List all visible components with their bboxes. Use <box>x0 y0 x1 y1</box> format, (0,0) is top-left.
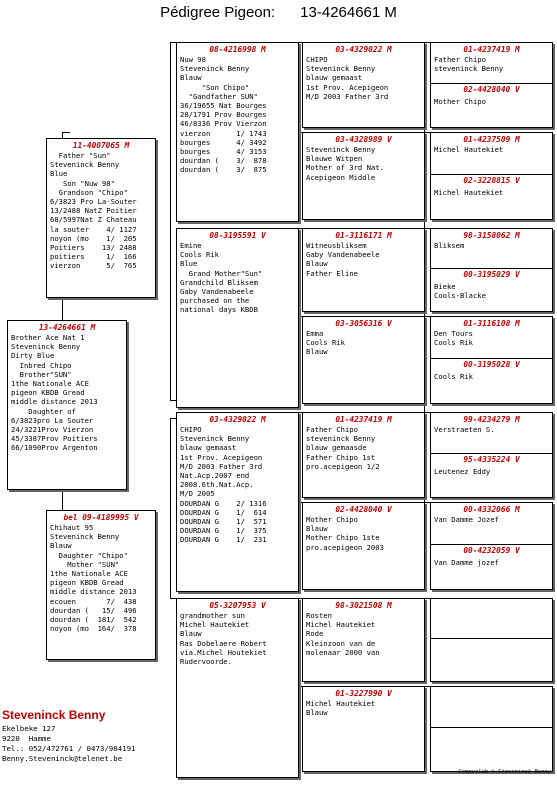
father-pigeon-details <box>50 151 153 271</box>
great-grandparent-box[interactable] <box>302 502 425 590</box>
great-great-grandparents-box-top-ring: 01-3116108 M <box>463 319 520 328</box>
father-pigeon-line: 13/2488 NatZ Poitier <box>50 206 137 216</box>
grandparent-box-line: Rudervoorde. <box>180 657 232 667</box>
split-divider <box>431 174 552 175</box>
great-grandparent-box-line: Blauw <box>306 259 328 269</box>
father-pigeon-line: 6/3823 Pro La-Souter <box>50 197 137 207</box>
great-grandparent-box-ring: 03-4328989 V <box>335 135 392 144</box>
great-great-grandparents-box-bottom-ring: 02-3228815 V <box>463 176 520 185</box>
father-pigeon-line: noyon (mo 1/ 205 <box>50 233 137 243</box>
great-grandparent-box-line: Blauw <box>306 708 328 718</box>
footer-credit: Compuclub © Steveninck Benny <box>458 769 551 775</box>
breeder-email[interactable]: Benny.Steveninck@telenet.be <box>2 754 123 763</box>
grandparent-box-line: via.Michel Houtekiet <box>180 647 267 657</box>
great-grandparent-box-ring: 98-3021508 M <box>335 601 392 610</box>
mother-pigeon-line: middle distance 2013 <box>50 587 137 597</box>
grandparent-box-line: vierzon 1/ 1743 <box>180 128 267 138</box>
great-grandparent-box-ring: 01-3227990 V <box>335 689 392 698</box>
split-divider <box>431 358 552 359</box>
great-great-grandparents-box[interactable] <box>430 412 553 498</box>
great-grandparent-box-line: Mother of 3rd Nat. <box>306 163 384 173</box>
mother-pigeon-line: dourdan ( 15/ 496 <box>50 605 137 615</box>
mother-pigeon-line: noyon (mo 164/ 378 <box>50 624 137 634</box>
subject-pigeon-line: 45/3387Prov Poitiers <box>11 434 98 444</box>
great-grandparent-box[interactable] <box>302 228 425 312</box>
grandparent-box-line: Blue <box>180 259 198 269</box>
grandparent-box-line: "Son Chipo" <box>180 82 250 92</box>
great-great-grandparents-box-bottom-details <box>434 282 550 300</box>
great-grandparent-box-ring: 03-3056316 V <box>335 319 392 328</box>
grandparent-box-line: Michel Hautekiet <box>180 620 250 630</box>
great-great-grandparents-box-top-line: Cools Rik <box>434 338 473 348</box>
great-grandparent-box-ring: 03-4329022 M <box>335 45 392 54</box>
split-divider <box>431 638 552 639</box>
great-grandparent-box-details <box>306 611 422 657</box>
mother-pigeon[interactable] <box>46 510 156 660</box>
great-grandparent-box[interactable] <box>302 686 425 772</box>
great-grandparent-box-line: Steveninck Benny <box>306 145 376 154</box>
subject-pigeon-line: middle distance 2013 <box>11 397 98 407</box>
mother-pigeon-line: dourdan ( 181/ 542 <box>50 615 137 625</box>
great-grandparent-box-line: 1st Prov. Acepigeon <box>306 82 389 92</box>
great-great-grandparents-box-top-details <box>434 329 550 347</box>
great-grandparent-box-line: Rode <box>306 629 324 639</box>
great-great-grandparents-box-top-line: Verstraeten S. <box>434 425 495 434</box>
great-grandparent-box-line: Gaby Vandenabeele <box>306 250 380 260</box>
great-great-grandparents-box[interactable] <box>430 686 553 772</box>
great-grandparent-box-line: Father Chipo <box>306 425 358 434</box>
grandparent-box[interactable] <box>176 598 299 778</box>
father-pigeon[interactable] <box>46 138 156 298</box>
grandparent-box-line: Nat.Acp.2007 end <box>180 471 250 481</box>
grandparent-box-line: M/D 2003 Father 3rd <box>180 461 263 471</box>
split-divider <box>431 453 552 454</box>
great-grandparent-box-details <box>306 145 422 182</box>
grandparent-box-line: Steveninck Benny <box>180 64 250 74</box>
great-grandparent-box-line: Cools Rik <box>306 338 345 348</box>
great-great-grandparents-box-top-ring: 01-4237419 M <box>463 45 520 54</box>
father-pigeon-ring: 11-4007065 M <box>72 141 130 150</box>
subject-pigeon-details <box>11 333 124 453</box>
grandparent-box-ring: 08-3195591 V <box>209 231 266 240</box>
great-great-grandparents-box[interactable] <box>430 598 553 682</box>
great-great-grandparents-box-bottom-ring: 00-3195028 V <box>463 360 520 369</box>
great-great-grandparents-box-bottom-ring: 00-4232059 V <box>463 546 520 555</box>
breeder-info <box>2 708 136 764</box>
great-grandparent-box-line: Witneusbliksem <box>306 241 367 250</box>
great-grandparent-box-line: M/D 2003 Father 3rd <box>306 91 389 101</box>
subject-pigeon-line: 1the Nationale ACE <box>11 379 89 389</box>
great-great-grandparents-box-top-ring: 99-4234279 M <box>463 415 520 424</box>
great-great-grandparents-box-bottom-ring: 00-3195029 V <box>463 270 520 279</box>
father-pigeon-line: vierzon 5/ 765 <box>50 261 137 271</box>
grandparent-box-line: DOURDAN G 1/ 614 <box>180 507 267 517</box>
subject-pigeon-line: Brother Ace Nat 1 <box>11 333 85 342</box>
great-grandparent-box-line: blauw gemaast <box>306 73 363 83</box>
grandparent-box-line: Grandchild Bliksem <box>180 277 258 287</box>
subject-pigeon-line: 66/1090Prov Argenton <box>11 443 98 453</box>
grandparent-box-details <box>180 611 296 666</box>
great-grandparent-box-line: steveninck Benny <box>306 434 376 444</box>
great-great-grandparents-box-top-line: Van Damme Jozef <box>434 515 499 524</box>
great-great-grandparents-box-top-line: Bliksem <box>434 241 465 250</box>
great-great-grandparents-box-top-ring: 98-3158062 M <box>463 231 520 240</box>
grandparent-box-line: Blauw <box>180 73 202 83</box>
great-great-grandparents-box-top-details <box>434 425 550 434</box>
father-pigeon-line: Grandson "Chipo" <box>50 187 128 197</box>
mother-pigeon-line: Chihaut 95 <box>50 523 94 532</box>
subject-pigeon-line: Inbred Chipo <box>11 360 72 370</box>
breeder-phone: Tel.: 052/472761 / 0473/984191 <box>2 744 136 753</box>
father-pigeon-line: Son "Nuw 98" <box>50 178 115 188</box>
great-great-grandparents-box-top-details <box>434 55 550 73</box>
connector-line <box>62 132 70 133</box>
grandparent-box-line: DOURDAN G 1/ 231 <box>180 535 267 545</box>
grandparent-box-line: Cools Rik <box>180 250 219 260</box>
great-grandparent-box-ring: 02-4428040 V <box>335 505 392 514</box>
grandparent-box-line: Gaby Vandenabeele <box>180 287 254 297</box>
father-pigeon-line: Blue <box>50 169 68 179</box>
mother-pigeon-line: Blauw <box>50 541 72 551</box>
great-grandparent-box-line: Mother Chipo 1ste <box>306 533 380 543</box>
great-grandparent-box-details <box>306 699 422 717</box>
split-divider <box>431 268 552 269</box>
breeder-city: 9220 Hamme <box>2 734 51 743</box>
page-title: Pédigree Pigeon: 13-4264661 M <box>160 4 397 21</box>
split-divider <box>431 727 552 728</box>
subject-pigeon[interactable] <box>7 320 127 490</box>
grandparent-box-line: Grand Mother"Sun" <box>180 268 263 278</box>
grandparent-box-line: DOURDAN G 2/ 1316 <box>180 498 267 508</box>
grandparent-box-line: 1st Prov. Acepigeon <box>180 452 263 462</box>
great-great-grandparents-box[interactable] <box>430 228 553 312</box>
great-grandparent-box-line: Rosten <box>306 611 332 620</box>
great-great-grandparents-box-bottom-line: Leutenez Eddy <box>434 467 491 476</box>
great-grandparent-box-line: Blauw <box>306 524 328 534</box>
grandparent-box-line: bourges 4/ 3153 <box>180 147 267 157</box>
mother-pigeon-line: 1the Nationale ACE <box>50 569 128 579</box>
great-great-grandparents-box-bottom-details <box>434 188 550 197</box>
great-great-grandparents-box[interactable] <box>430 42 553 128</box>
grandparent-box-line: dourdan ( 3/ 875 <box>180 165 267 175</box>
mother-pigeon-ring: bel 09-4189995 V <box>63 513 139 522</box>
grandparent-box-line: grandmother sun <box>180 611 245 620</box>
great-great-grandparents-box-bottom-line: Cools Rik <box>434 372 473 381</box>
great-great-grandparents-box[interactable] <box>430 316 553 404</box>
great-great-grandparents-box-top-line: Den Tours <box>434 329 473 338</box>
father-pigeon-line: Poitiers 13/ 2488 <box>50 243 137 253</box>
great-grandparent-box[interactable] <box>302 598 425 682</box>
grandparent-box-line: bourges 4/ 3492 <box>180 137 267 147</box>
grandparent-box-line: purchased on the <box>180 296 250 306</box>
great-grandparent-box-line: molenaar 2000 van <box>306 647 380 657</box>
great-grandparent-box-line: pro.acepigeon 2003 <box>306 542 384 552</box>
great-great-grandparents-box-bottom-details <box>434 97 550 106</box>
subject-pigeon-ring: 13-4264661 M <box>38 323 96 332</box>
great-great-grandparents-box[interactable] <box>430 132 553 220</box>
father-pigeon-line: Father "Sun" <box>50 151 111 160</box>
grandparent-box-line: 28/1791 Prov Bourges <box>180 110 267 120</box>
great-grandparent-box-line: Emma <box>306 329 324 338</box>
great-great-grandparents-box[interactable] <box>430 502 553 590</box>
great-great-grandparents-box-top-details <box>434 515 550 524</box>
great-great-grandparents-box-top-line: Father Chipo <box>434 55 486 64</box>
grandparent-box-details <box>180 241 296 315</box>
subject-pigeon-line: Daughter of <box>11 406 76 416</box>
subject-pigeon-line: Steveninck Benny <box>11 342 81 352</box>
grandparent-box-line: CHIPO <box>180 425 202 434</box>
subject-pigeon-line: Dirty Blue <box>11 351 55 361</box>
grandparent-box-line: blauw gemaast <box>180 443 237 453</box>
mother-pigeon-line: Daughter "Chipo" <box>50 550 128 560</box>
great-grandparent-box-line: Father Chipo 1st <box>306 452 376 462</box>
great-grandparent-box-line: CHIPO <box>306 55 328 64</box>
great-grandparent-box-line: Michel Hautekiet <box>306 699 376 708</box>
grandparent-box-line: Emine <box>180 241 202 250</box>
great-grandparent-box-line: Father Eline <box>306 268 358 278</box>
grandparent-box-line: 36/19655 Nat Bourges <box>180 101 267 111</box>
grandparent-box-ring: 03-4329022 M <box>209 415 266 424</box>
grandparent-box-line: M/D 2005 <box>180 489 215 499</box>
mother-pigeon-line: Mother "SUN" <box>50 559 120 569</box>
great-great-grandparents-box-bottom-line: Cools-Blacke <box>434 291 486 301</box>
grandparent-box-line: 2008.6th.Nat.Acp. <box>180 480 254 490</box>
subject-pigeon-line: 6/3823pro La Souter <box>11 415 94 425</box>
grandparent-box[interactable] <box>176 42 299 222</box>
breeder-name: Steveninck Benny <box>2 708 106 722</box>
grandparent-box-details <box>180 55 296 175</box>
great-great-grandparents-box-top-line: steveninck Benny <box>434 64 504 74</box>
great-grandparent-box-line: Steveninck Benny <box>306 64 376 74</box>
father-pigeon-line: 68/5997Nat Z Chateau <box>50 215 137 225</box>
great-grandparent-box[interactable] <box>302 42 425 128</box>
mother-pigeon-details <box>50 523 153 633</box>
grandparent-box[interactable] <box>176 228 299 408</box>
great-grandparent-box-line: Michel Hautekiet <box>306 620 376 630</box>
grandparent-box-line: Nuw 98 <box>180 55 206 64</box>
subject-pigeon-line: pigeon KBDB Gread <box>11 388 85 398</box>
great-great-grandparents-box-bottom-ring: 95-4335224 V <box>463 455 520 464</box>
grandparent-box-line: dourdan ( 3/ 878 <box>180 156 267 166</box>
mother-pigeon-line: pigeon KBDB Gread <box>50 578 124 588</box>
great-grandparent-box-details <box>306 329 422 357</box>
great-grandparent-box-line: Mother Chipo <box>306 515 358 524</box>
great-great-grandparents-box-top-details <box>434 241 550 250</box>
father-pigeon-line: poitiers 1/ 166 <box>50 252 137 262</box>
great-grandparent-box[interactable] <box>302 132 425 220</box>
great-great-grandparents-box-top-details <box>434 145 550 154</box>
great-grandparent-box-details <box>306 515 422 552</box>
subject-pigeon-line: Brother"SUN" <box>11 369 72 379</box>
grandparent-box[interactable] <box>176 412 299 592</box>
grandparent-box-line: Ras Dobelaere Robert <box>180 638 267 648</box>
grandparent-box-ring: 08-4216998 M <box>209 45 266 54</box>
father-pigeon-line: la souter 4/ 1127 <box>50 224 137 234</box>
connector-line <box>170 418 171 598</box>
great-grandparent-box-details <box>306 55 422 101</box>
great-grandparent-box[interactable] <box>302 316 425 404</box>
great-grandparent-box-ring: 01-3116171 M <box>335 231 392 240</box>
father-pigeon-line: Steveninck Benny <box>50 160 120 170</box>
great-grandparent-box-details <box>306 241 422 278</box>
subject-pigeon-line: 24/3221Prov Vierzon <box>11 425 94 435</box>
grandparent-box-details <box>180 425 296 545</box>
great-grandparent-box-line: pro.acepigeon 1/2 <box>306 461 380 471</box>
grandparent-box-line: Steveninck Benny <box>180 434 250 444</box>
great-great-grandparents-box-top-line: Michel Hautekiet <box>434 145 504 154</box>
grandparent-box-ring: 05-3207953 V <box>209 601 266 610</box>
great-grandparent-box-line: Kleinzoon van de <box>306 638 376 648</box>
connector-line <box>170 42 171 400</box>
great-grandparent-box[interactable] <box>302 412 425 498</box>
great-grandparent-box-line: Acepigeon Middle <box>306 172 376 182</box>
great-great-grandparents-box-bottom-details <box>434 372 550 381</box>
grandparent-box-line: DOURDAN G 1/ 571 <box>180 517 267 527</box>
great-great-grandparents-box-top-ring: 00-4332066 M <box>463 505 520 514</box>
mother-pigeon-line: Steveninck Benny <box>50 532 120 542</box>
great-great-grandparents-box-bottom-line: Michel Hautekiet <box>434 188 504 197</box>
split-divider <box>431 83 552 84</box>
mother-pigeon-line: ecouen 7/ 438 <box>50 596 137 606</box>
breeder-address: Ekelbeke 127 <box>2 724 56 733</box>
grandparent-box-line: DOURDAN G 1/ 375 <box>180 526 267 536</box>
great-great-grandparents-box-bottom-line: Mother Chipo <box>434 97 486 106</box>
great-grandparent-box-line: Blauwe Witpen <box>306 154 363 164</box>
grandparent-box-line: "Gandfather SUN" <box>180 91 258 101</box>
grandparent-box-line: Blauw <box>180 629 202 639</box>
great-great-grandparents-box-top-ring: 01-4237509 M <box>463 135 520 144</box>
great-grandparent-box-details <box>306 425 422 471</box>
grandparent-box-line: 46/8336 Prov Vierzon <box>180 119 267 129</box>
great-great-grandparents-box-bottom-line: Bieke <box>434 282 456 291</box>
great-grandparent-box-ring: 01-4237419 M <box>335 415 392 424</box>
great-great-grandparents-box-bottom-line: Van Damme jozef <box>434 558 499 567</box>
great-grandparent-box-line: Blauw <box>306 347 328 357</box>
split-divider <box>431 544 552 545</box>
grandparent-box-line: national days KBDB <box>180 305 258 315</box>
great-great-grandparents-box-bottom-details <box>434 558 550 567</box>
great-great-grandparents-box-bottom-ring: 02-4428040 V <box>463 85 520 94</box>
great-great-grandparents-box-bottom-details <box>434 467 550 476</box>
great-grandparent-box-line: blauw gemaasde <box>306 443 367 453</box>
